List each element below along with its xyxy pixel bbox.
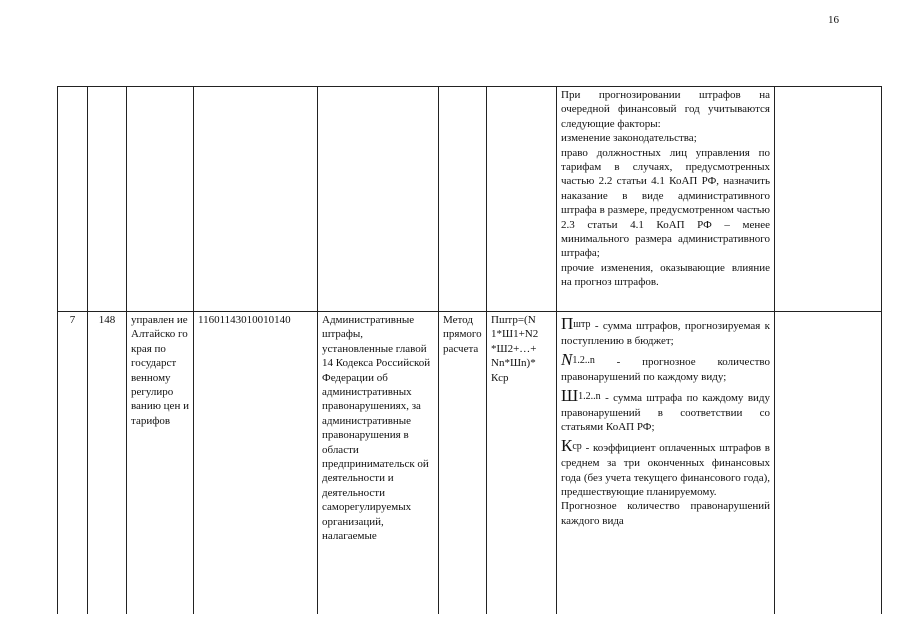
cell-method: Метод прямого расчета [439,312,487,615]
formula-subscript: штр [573,319,591,330]
cell-index [58,87,88,312]
definition-item [561,386,770,435]
algorithm-paragraph: прочие изменения, оказывающие влияние на прогноз штрафов. [561,261,770,289]
cell-extra [775,312,882,615]
cell-algorithm [557,312,775,615]
cell-method [439,87,487,312]
definition-item [561,350,770,385]
algorithm-paragraph: При прогнозировании штрафов на очередной финансовый год учитываются следующие факторы: [561,89,770,130]
cell-algorithm [557,87,775,312]
cell-kbk: 11601143010010140 [194,312,318,615]
formula-subscript: 1.2..n [578,390,601,402]
definition-item [561,436,770,500]
cell-extra [775,87,882,312]
table-row [58,87,882,312]
formula-symbol: П [561,314,574,333]
cell-formula: Пштр=(N 1*Ш1+N2 *Ш2+…+ Nn*Шn)* Кср [487,312,557,615]
formula-symbol: N [561,349,573,369]
cell-kbk [194,87,318,312]
cell-admin-name [127,87,194,312]
definition-text: - коэффициент оплаченных штрафов в среднем за три оконченных финансовых года (без учета текущего финансового года), предшествующие планируемому. [561,441,770,499]
definition-text: - сумма штрафов, прогнозируемая к поступлению в бюджет; [561,320,770,348]
algorithm-paragraph: изменение законодательства; [561,132,697,145]
algorithm-paragraph: право должностных лиц управления по тарифам в случаях, предусмотренных частью 2.2 статьи 4.1 КоАП РФ, назначить наказание в виде административного штрафа в размере, предусмотренном частью 2.3 статьи 4.1 КоАП РФ – менее минимального размера административного штрафа; [561,146,770,260]
algorithm-paragraph: Прогнозное количество правонарушений каждого вида [561,500,770,527]
cell-index: 7 [58,312,88,615]
cell-formula [487,87,557,312]
formula-subscript: ср [572,440,582,452]
definition-text: - сумма штрафа по каждому виду правонарушений в соответствии со статьями КоАП РФ; [561,391,770,434]
methodology-table [57,86,882,614]
definition-text: - прогнозное количество правонарушений по каждому виду; [561,355,770,384]
definition-item [561,314,770,349]
cell-admin-code [88,87,127,312]
page-number: 16 [828,14,839,26]
cell-admin-code: 148 [88,312,127,615]
formula-symbol: Ш [561,385,579,405]
cell-income-name: Административные штрафы, установленные главой 14 Кодекса Российской Федерации об административных правонарушениях, за административные правонарушения в области предпринимательск ой деятельности и деятельности саморегулируемых организаций, налагаемые [318,312,439,615]
table-row [58,312,882,615]
cell-income-name [318,87,439,312]
formula-symbol: К [561,435,573,455]
formula-subscript: 1.2..n [572,354,595,366]
cell-admin-name: управлен ие Алтайско го края по государст венному регулиро ванию цен и тарифов [127,312,194,615]
